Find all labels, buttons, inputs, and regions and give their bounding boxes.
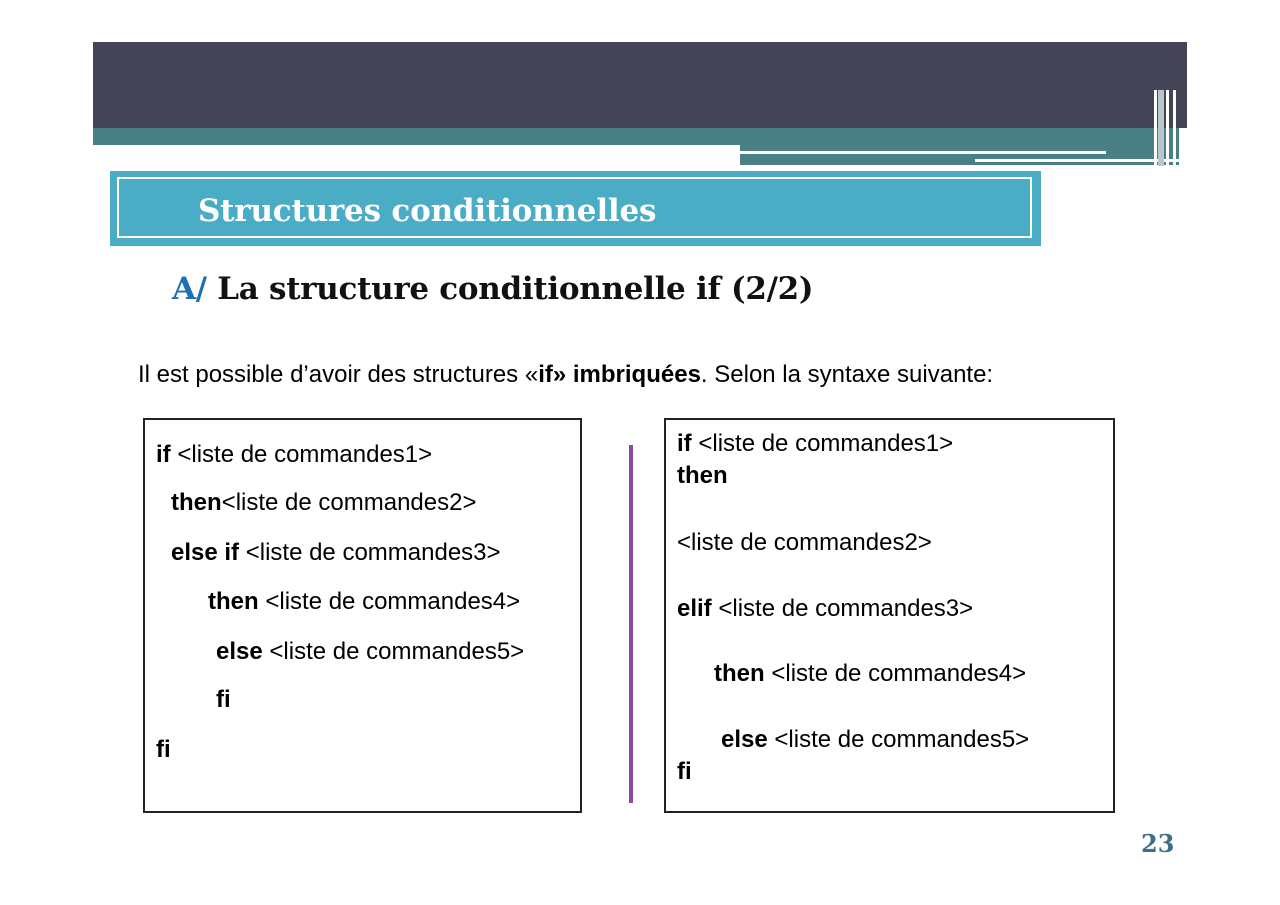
code-line	[677, 595, 973, 623]
intro-sentence	[138, 361, 993, 389]
code-text: <liste de commandes1>	[170, 441, 433, 468]
header-vertical-accent	[1158, 90, 1164, 166]
code-keyword: else	[721, 726, 768, 753]
code-text: <liste de commandes4>	[258, 588, 521, 615]
header-rule-1	[740, 151, 1106, 154]
subtitle-text: La structure conditionnelle if (2/2)	[217, 271, 814, 307]
code-box-nested-if	[143, 418, 582, 813]
header-vertical-line	[1166, 90, 1169, 166]
code-keyword: else	[216, 638, 263, 665]
code-line	[677, 430, 953, 458]
code-line	[208, 588, 520, 616]
intro-keyword-imbriquees: imbriquées	[572, 361, 701, 388]
subtitle-prefix: A/	[172, 271, 207, 307]
header-rule-2	[975, 159, 1179, 162]
code-text: <liste de commandes3>	[239, 539, 501, 566]
intro-space	[566, 361, 573, 388]
intro-part2: . Selon la syntaxe suivante:	[700, 361, 994, 388]
code-line	[216, 686, 231, 714]
page-number: 23	[1141, 829, 1175, 858]
code-text: <liste de commandes4>	[764, 660, 1027, 687]
code-text: <liste de commandes3>	[711, 595, 974, 622]
code-line	[721, 726, 1029, 754]
slide-subtitle	[172, 271, 813, 307]
code-line	[156, 441, 432, 469]
code-box-elif	[664, 418, 1115, 813]
vertical-separator	[629, 445, 633, 803]
code-keyword: if	[677, 430, 692, 457]
header-band-dark	[93, 42, 1187, 128]
code-line	[677, 758, 692, 786]
code-keyword: fi	[216, 686, 231, 713]
code-line	[156, 736, 171, 764]
intro-part1: Il est possible d’avoir des structures «	[138, 361, 539, 388]
code-keyword: then	[677, 462, 728, 489]
code-line	[677, 462, 728, 490]
code-line	[171, 489, 476, 517]
code-line	[216, 638, 524, 666]
code-text: <liste de commandes5>	[767, 726, 1030, 753]
code-line	[714, 660, 1026, 688]
code-text: <liste de commandes2>	[677, 529, 932, 556]
code-keyword: fi	[677, 758, 692, 785]
code-keyword: fi	[156, 736, 171, 763]
code-text: <liste de commandes2>	[221, 489, 477, 516]
code-keyword: elif	[677, 595, 712, 622]
code-line	[677, 529, 932, 557]
code-keyword: if	[156, 441, 171, 468]
header-band-step	[740, 145, 1179, 165]
code-text: <liste de commandes5>	[262, 638, 525, 665]
code-text: <liste de commandes1>	[691, 430, 954, 457]
code-keyword: then	[171, 489, 222, 516]
code-keyword: then	[714, 660, 765, 687]
intro-keyword-if: if»	[538, 361, 567, 388]
section-title: Structures conditionnelles	[198, 193, 657, 229]
code-keyword: else if	[171, 539, 240, 566]
header-vertical-line	[1154, 90, 1157, 166]
code-keyword: then	[208, 588, 259, 615]
header-band-teal	[93, 128, 1179, 145]
header-vertical-line	[1173, 90, 1176, 166]
code-line	[171, 539, 501, 567]
